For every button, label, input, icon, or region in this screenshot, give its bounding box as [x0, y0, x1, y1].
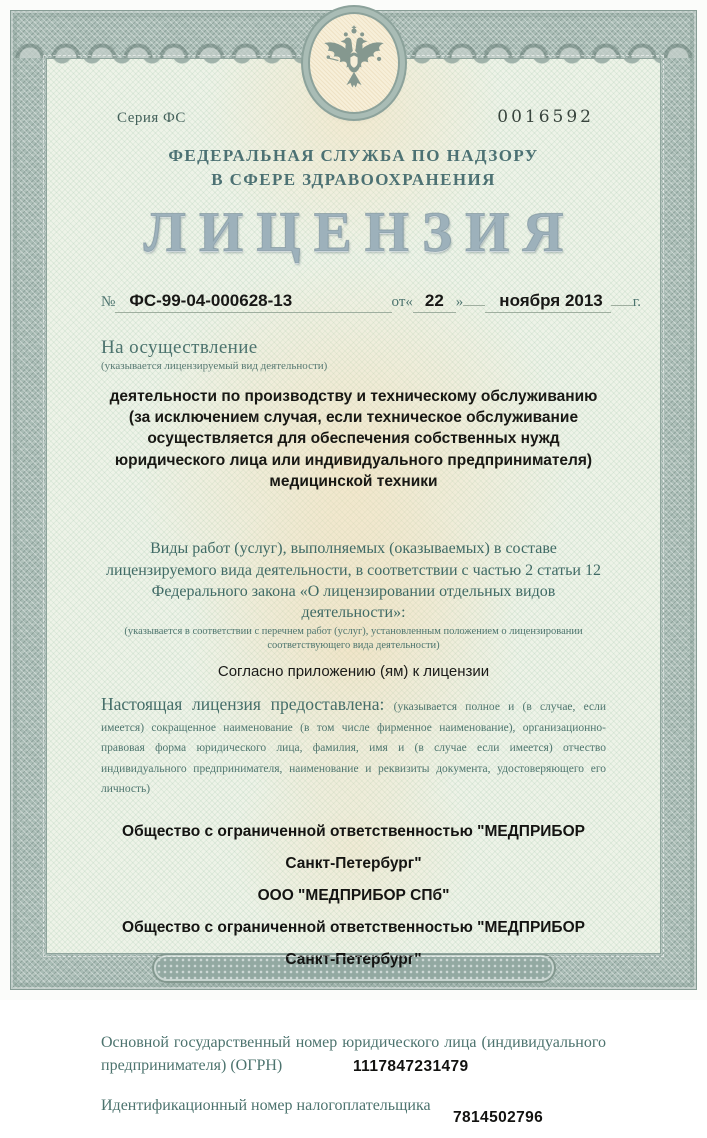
certificate-body	[46, 58, 661, 1126]
document-title: ЛИЦЕНЗИЯ	[143, 200, 577, 264]
authority-line-1: ФЕДЕРАЛЬНАЯ СЛУЖБА ПО НАДЗОРУ	[168, 146, 539, 165]
year-suffix: г.	[632, 293, 641, 310]
license-number-line	[101, 291, 641, 313]
from-label: от	[391, 293, 406, 310]
grantee-names	[101, 823, 606, 969]
state-emblem-medallion	[308, 12, 400, 114]
works-section-value: Согласно приложению (ям) к лицензии	[217, 663, 490, 681]
blank-line	[611, 305, 633, 306]
inn-section	[101, 1094, 606, 1138]
grantee-name-line: Санкт-Петербург"	[285, 854, 422, 872]
ogrn-section	[101, 1031, 606, 1077]
grantee-name-line: Санкт-Петербург"	[285, 950, 422, 968]
ogrn-label: Основной государственный номер юридического лица (индивидуального предпринимателя) (ОГРН)	[101, 1033, 606, 1074]
blank-line	[463, 305, 485, 306]
inn-label: Идентификационный номер налогоплательщика	[101, 1096, 431, 1114]
ogrn-value: 1117847231479	[353, 1057, 469, 1075]
grantee-name-line: ООО "МЕДПРИБОР СПб"	[257, 886, 450, 904]
serial-number: 0016592	[497, 107, 594, 127]
series-label: Серия ФС	[117, 110, 186, 126]
grantee-label: Настоящая лицензия предоставлена:	[101, 694, 385, 715]
grantee-name-line: Общество с ограниченной ответственностью "МЕДПРИБОР	[122, 822, 585, 840]
grantee-name-line: Общество с ограниченной ответственностью "МЕДПРИБОР	[122, 918, 585, 936]
grantee-section	[101, 693, 606, 798]
issue-month-year: ноября 2013	[485, 291, 610, 313]
grantee-hint: (указывается полное и (в случае, если имеется) сокращенное наименование (в том числе фирменное наименование), организационно-правовая форма юридического лица, фамилия, имя и (в случае если имеется) отчество индивидуального предпринимателя, наименование и реквизиты документа, удостоверяющего его личность)	[101, 701, 606, 796]
authority-line-2: В СФЕРЕ ЗДРАВООХРАНЕНИЯ	[211, 169, 496, 189]
double-headed-eagle-icon	[319, 22, 389, 104]
works-section-hint: (указывается в соответствии с перечнем работ (услуг), установленным положением о лицензировании соответствующего вида деятельности)	[124, 625, 583, 651]
grant-section-hint: (указывается лицензируемый вид деятельности)	[101, 359, 328, 372]
license-number-value: ФС-99-04-000628-13	[115, 291, 302, 313]
issue-day: 22	[413, 291, 456, 313]
inn-value: 7814502796	[453, 1108, 544, 1126]
open-quote: «	[405, 293, 413, 310]
works-section-intro: Виды работ (услуг), выполняемых (оказываемых) в составе лицензируемого вида деятельности, в соответствии с частью 2 статьи 12 Федерального закона «О лицензировании отдельных видов деятельности»:	[106, 540, 601, 621]
number-sign: №	[101, 293, 116, 310]
issuing-authority	[101, 144, 606, 192]
blank-line	[302, 291, 391, 313]
licensed-activity-text: деятельности по производству и техническому обслуживанию (за исключением случая, если техническое обслуживание осуществляется для обеспечения собственных нужд юридического лица или индивидуального предпринимателя) медицинской техники	[109, 387, 598, 491]
grant-section-label: На осуществление	[101, 336, 258, 358]
close-quote: »	[455, 293, 464, 310]
